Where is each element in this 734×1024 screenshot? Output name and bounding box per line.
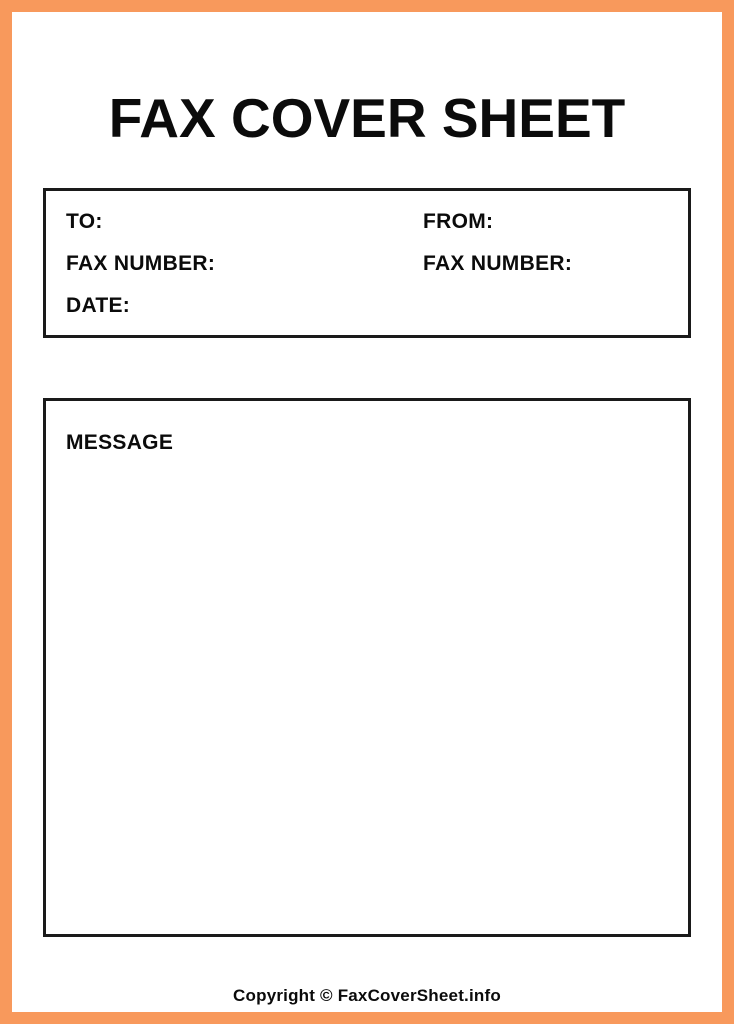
footer-copyright: Copyright © FaxCoverSheet.info xyxy=(233,986,501,1005)
date-label: DATE: xyxy=(66,294,131,317)
recipient-sender-info-box xyxy=(43,188,691,338)
page-title: FAX COVER SHEET xyxy=(108,87,626,149)
fax-number-recipient-label: FAX NUMBER: xyxy=(66,252,216,275)
from-label: FROM: xyxy=(423,210,494,233)
message-box xyxy=(43,398,691,937)
message-label: MESSAGE xyxy=(66,431,174,454)
fax-number-sender-label: FAX NUMBER: xyxy=(423,252,573,275)
to-label: TO: xyxy=(66,210,103,233)
